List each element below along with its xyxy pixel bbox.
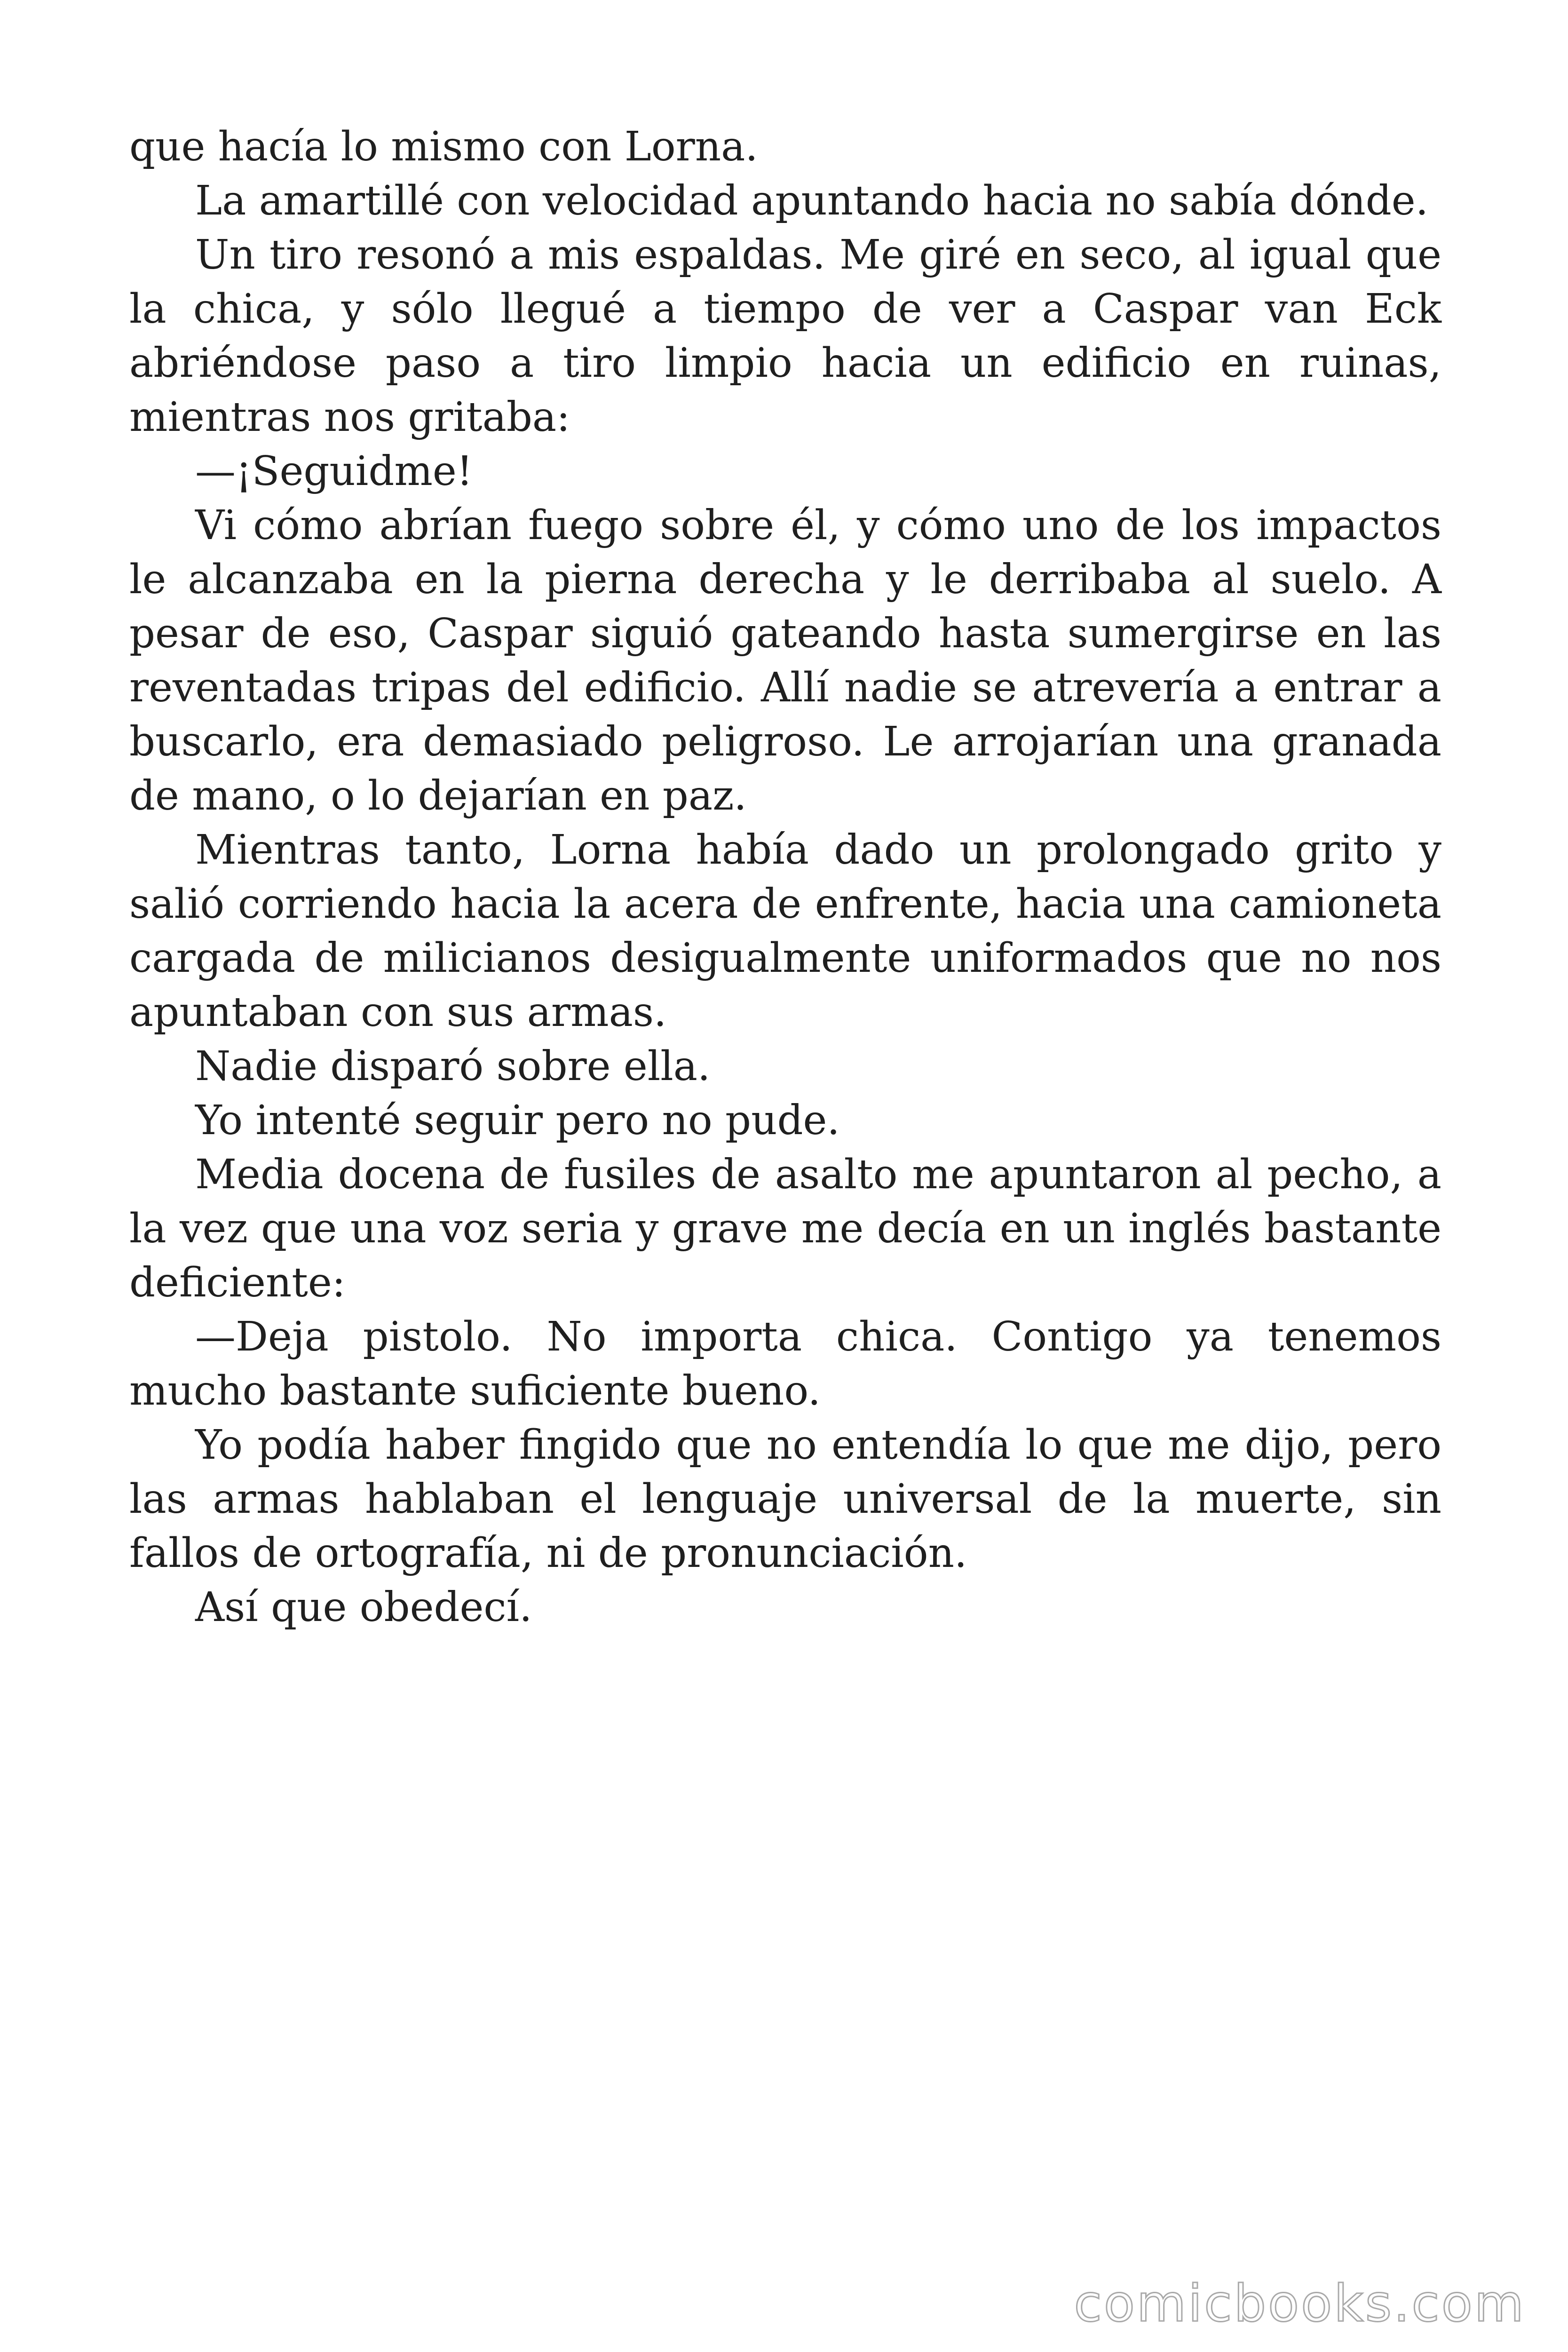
paragraph-3: Un tiro resonó a mis espaldas. Me giré en seco, al igual que la chica, y sólo llegué a tiempo de ver a Caspar van Eck abriéndose paso a tiro limpio hacia un edificio en ruinas, mientras nos gritaba:: [129, 231, 1441, 441]
paragraph-7: Nadie disparó sobre ella.: [195, 1043, 711, 1090]
paragraph-4: —¡Seguidme!: [195, 448, 473, 495]
paragraph-11: Yo podía haber fingido que no entendía lo que me dijo, pero las armas hablaban el lenguaje universal de la muerte, sin fallos de ortografía, ni de pronunciación.: [129, 1422, 1441, 1577]
paragraph-1: que hacía lo mismo con Lorna.: [129, 123, 758, 170]
paragraph-8: Yo intenté seguir pero no pude.: [195, 1097, 840, 1144]
paragraph-6: Mientras tanto, Lorna había dado un prolongado grito y salió corriendo hacia la acera de enfrente, hacia una camioneta cargada de milicianos desigualmente uniformados que no nos apuntaban con sus armas.: [129, 826, 1441, 1036]
paragraph-9: Media docena de fusiles de asalto me apuntaron al pecho, a la vez que una voz seria y grave me decía en un inglés bastante deficiente:: [129, 1151, 1441, 1306]
paragraph-12: Así que obedecí.: [195, 1584, 532, 1631]
watermark: comicbooks.com: [1074, 2274, 1526, 2333]
paragraph-2: La amartillé con velocidad apuntando hacia no sabía dónde.: [195, 177, 1429, 224]
paragraph-5: Vi cómo abrían fuego sobre él, y cómo uno de los impactos le alcanzaba en la pierna derecha y le derribaba al suelo. A pesar de eso, Caspar siguió gateando hasta sumergirse en las reventadas tripas del edificio. Allí nadie se atrevería a entrar a buscarlo, era demasiado peligroso. Le arrojarían una granada de mano, o lo dejarían en paz.: [129, 502, 1441, 819]
body-text: [129, 120, 1441, 1635]
paragraph-10: —Deja pistolo. No importa chica. Contigo ya tenemos mucho bastante suficiente bueno.: [129, 1313, 1441, 1414]
